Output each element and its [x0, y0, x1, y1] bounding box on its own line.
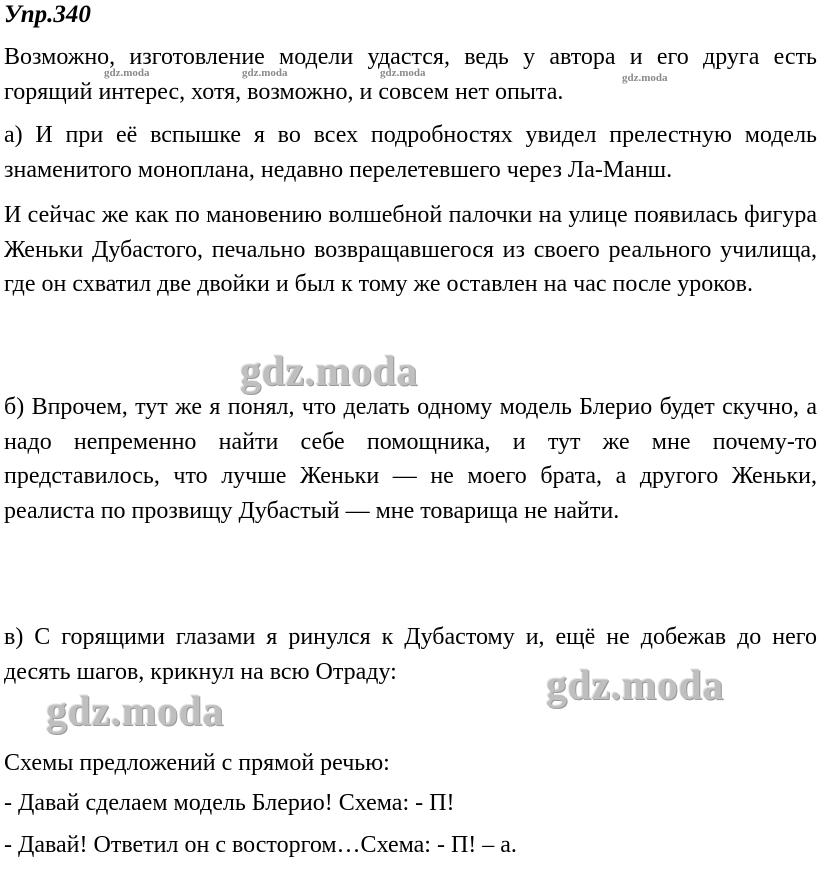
watermark-small: gdz.moda	[104, 67, 150, 79]
watermark-large: gdz.moda	[46, 689, 224, 735]
watermark-small: gdz.moda	[242, 67, 288, 79]
watermark-large: gdz.moda	[546, 663, 724, 709]
schemes-heading: Схемы предложений с прямой речью:	[4, 750, 390, 776]
watermark-large: gdz.moda	[240, 349, 418, 395]
paragraph-a: а) И при её вспышке я во всех подробностях увидел прелестную модель знаменитого моноплана, недавно перелетевшего через Ла-Манш.	[4, 122, 817, 183]
exercise-title: Упр.340	[4, 1, 91, 28]
scheme-line-1: - Давай сделаем модель Блерио! Схема: - П!	[4, 790, 455, 816]
paragraph-b: б) Впрочем, тут же я понял, что делать одному модель Блерио будет скучно, а надо непременно найти себе помощника, и тут же мне почему-то представилось, что лучше Женьки — не моего брата, а другого Женьки, реалиста по прозвищу Дубастый — мне товарища не найти.	[4, 394, 817, 524]
watermark-small: gdz.moda	[622, 72, 668, 84]
paragraph-continuation: И сейчас же как по мановению волшебной палочки на улице появилась фигура Женьки Дубастого, печально возвращавшегося из своего реального училища, где он схватил две двойки и был к тому же оставлен на час после уроков.	[4, 202, 817, 297]
paragraph-intro: Возможно, изготовление модели удастся, ведь у автора и его друга есть горящий интерес, хотя, возможно, и совсем нет опыта.	[4, 44, 817, 105]
paragraph-v: в) С горящими глазами я ринулся к Дубастому и, ещё не добежав до него десять шагов, крикнул на всю Отраду:	[4, 624, 817, 685]
watermark-small: gdz.moda	[380, 67, 426, 79]
scheme-line-2: - Давай! Ответил он с восторгом…Схема: - П! – а.	[4, 832, 517, 858]
